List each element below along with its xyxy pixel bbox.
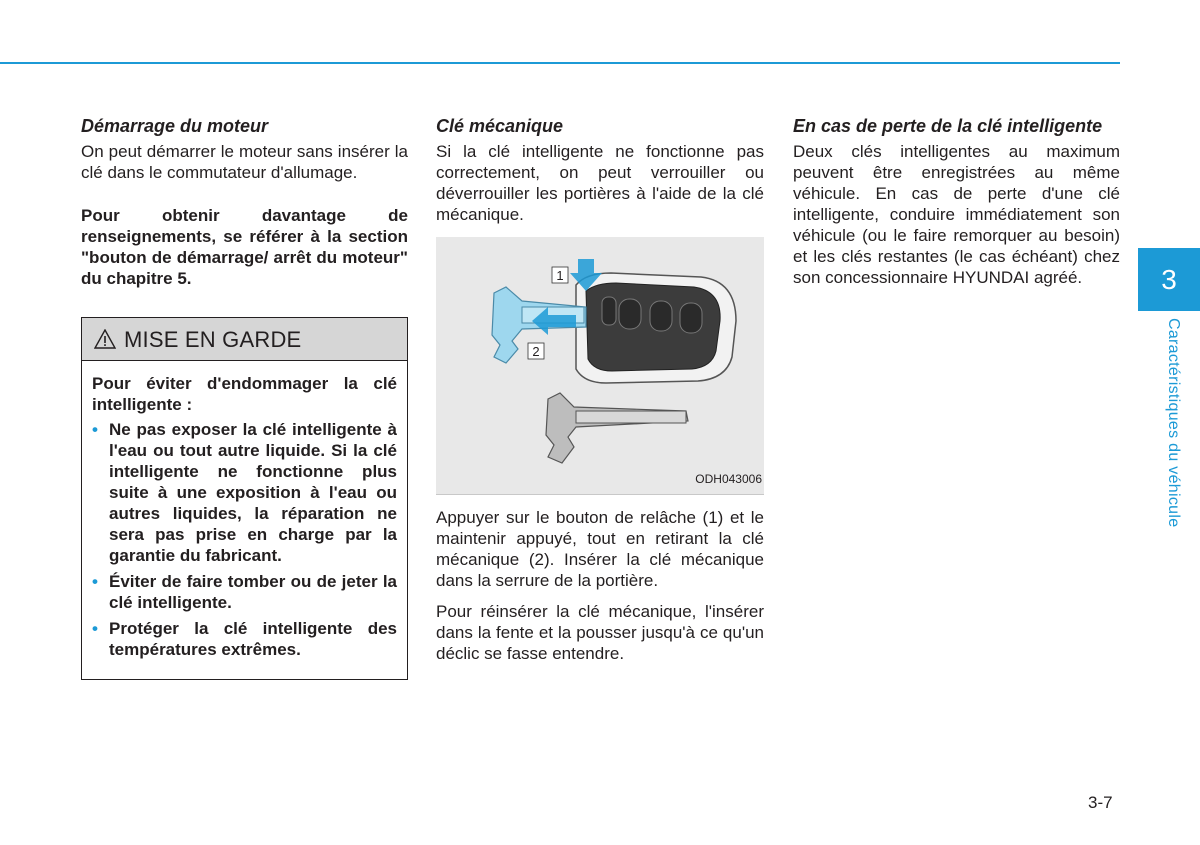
lost-key-paragraph: Deux clés intelligentes au maximum peuvent être enregistrées au même véhicule. En cas de perte d'une clé intelligente, conduire immédiatement son véhicule (ou le faire remorquer au besoin) et les clés restantes (le cas échéant) chez son concessionnaire HYUNDAI agréé. [793,142,1120,287]
chapter-title-vertical: Caractéristiques du véhicule [1165,318,1182,528]
section-heading-mechanical-key: Clé mécanique [436,116,564,136]
figure-code: ODH043006 [695,472,762,486]
smart-key-illustration [436,237,764,494]
warning-box [81,317,408,680]
warning-body [82,361,407,679]
section-heading-lost-key: En cas de perte de la clé intelligente [793,116,1103,136]
figure-label-1: 1 [556,268,564,283]
bullet-icon: • [92,420,98,439]
mechanical-key-intro: Si la clé intelligente ne fonctionne pas correctement, on peut verrouiller ou déverrouiller les portières à l'aide de la clé mécanique. [436,142,764,224]
page-number: 3-7 [1088,793,1113,812]
figure-label-2: 2 [532,344,540,359]
section-heading-engine-start: Démarrage du moteur [81,116,269,136]
chapter-number-tab: 3 [1138,248,1200,311]
column-left [81,116,408,680]
warning-intro: Pour éviter d'endommager la clé intelligente : [92,374,397,414]
column-right [793,116,1120,288]
warning-header [82,318,407,361]
reference-paragraph: Pour obtenir davantage de renseignements, se référer à la section "bouton de démarrage/ arrêt du moteur" du chapitre 5. [81,206,408,288]
reinsert-instruction-paragraph: Pour réinsérer la clé mécanique, l'insérer dans la fente et la pousser jusqu'à ce qu'un déclic se fasse entendre. [436,602,764,663]
column-middle [436,116,764,664]
list-item: • Protéger la clé intelligente des températures extrêmes. [92,619,397,659]
top-rule [0,62,1120,64]
engine-start-paragraph: On peut démarrer le moteur sans insérer la clé dans le commutateur d'allumage. [81,142,408,182]
list-item: • Ne pas exposer la clé intelligente à l'eau ou tout autre liquide. Si la clé intelligente ne fonctionne plus suite à une exposition à l'eau ou autres liquides, la réparation ne sera pas prise en charge par la garantie du fabricant. [92,420,397,565]
release-instruction-paragraph: Appuyer sur le bouton de relâche (1) et le maintenir appuyé, tout en retirant la clé mécanique (2). Insérer la clé mécanique dans la serrure de la portière. [436,508,764,590]
bullet-icon: • [92,619,98,638]
warning-list [92,419,397,660]
bullet-icon: • [92,572,98,591]
warning-title: MISE EN GARDE [124,326,302,352]
smart-key-figure [436,237,764,495]
list-item: • Éviter de faire tomber ou de jeter la clé intelligente. [92,572,397,612]
warning-triangle-icon [94,329,116,349]
